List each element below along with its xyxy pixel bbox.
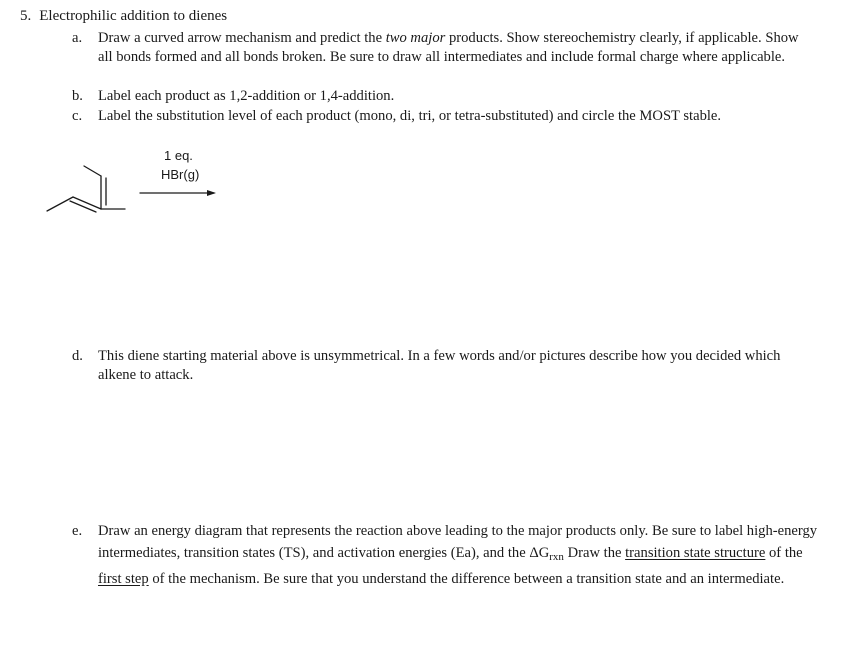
diene-double-bond-inner-1 (70, 201, 96, 212)
item-a-emphasis: two major (385, 30, 446, 46)
item-e-text: Draw an energy diagram that represents the reaction above leading to the major products only. Be sure to label high-energy intermediates, transition states (TS), and activation energies (Ea), and the $\Delta G_{rxn}$ Draw the transition state structure of the first step of the mechanism. Be sure that you understand the difference between a transition state and an intermediate. (98, 523, 818, 587)
question-title-text: Electrophilic addition to dienes (39, 8, 228, 24)
reaction-arrow-head (207, 190, 216, 196)
item-b-text: Label each product as 1,2-addition or 1,4-addition. (98, 88, 395, 104)
item-a-text: Draw a curved arrow mechanism and predict the two major products. Show stereochemistry clearly, if applicable. Show all bonds formed and all bonds broken. Be sure to draw all intermediates and include formal charge where applicable. (98, 30, 799, 65)
item-b-label: b. (72, 88, 83, 104)
underline-first-step: first step (98, 571, 149, 587)
question-number: 5. (20, 8, 32, 24)
reagent-formula: HBr(g) (161, 167, 200, 182)
diene-bond-5 (84, 166, 101, 176)
diene-bond-1 (47, 197, 73, 211)
grxn-subscript: rxn (549, 551, 564, 563)
diene-bond-2 (73, 197, 101, 209)
item-c-label: c. (72, 108, 83, 124)
reagent-amount: 1 eq. (164, 148, 193, 163)
item-c-text: Label the substitution level of each product (mono, di, tri, or tetra-substituted) and circle the MOST stable. (98, 108, 722, 124)
item-e-label: e. (72, 523, 83, 539)
underline-ts-structure: transition state structure (625, 545, 766, 561)
item-d-label: d. (72, 348, 83, 364)
item-d-text: This diene starting material above is unsymmetrical. In a few words and/or pictures describe how you decided which alkene to attack. (98, 348, 781, 383)
item-a-label: a. (72, 30, 83, 46)
